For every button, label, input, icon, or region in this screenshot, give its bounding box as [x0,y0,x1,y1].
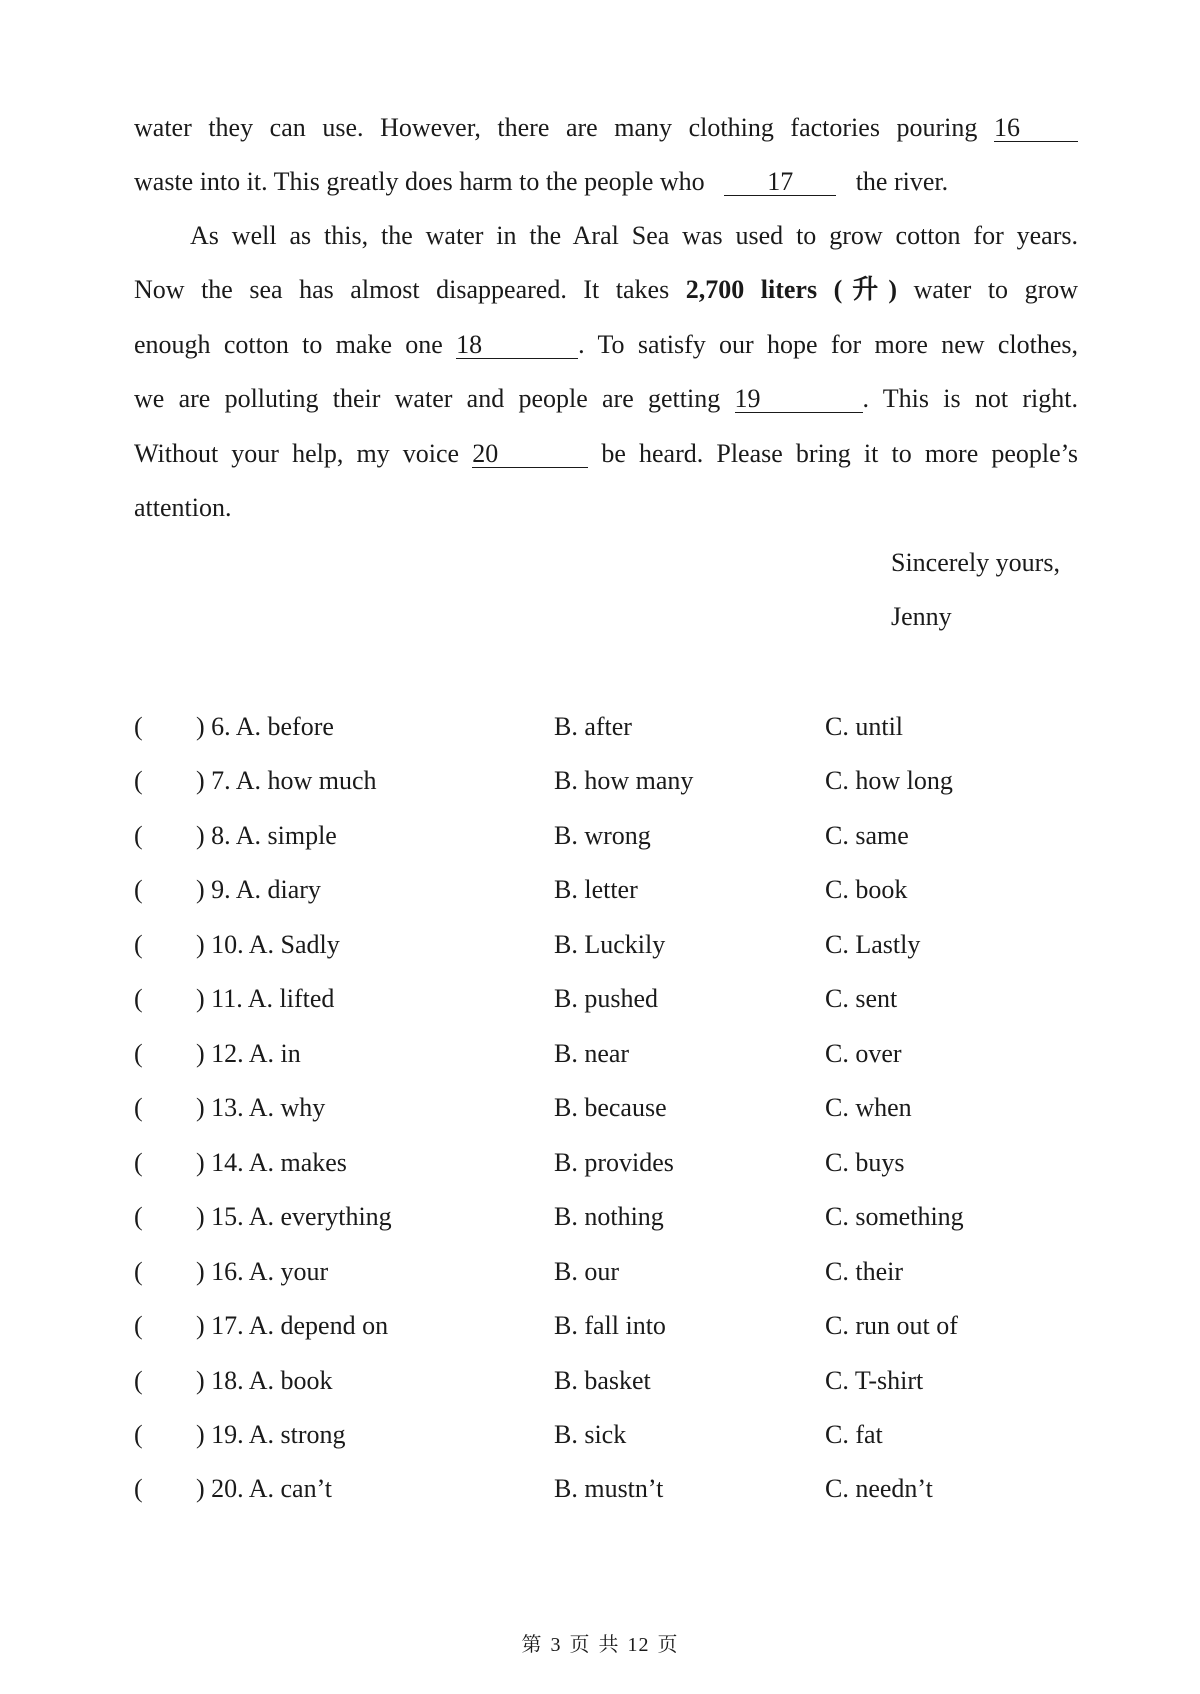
option-a: ) 20. A. can’t [196,1474,332,1503]
question-row [134,1366,1078,1396]
letter-signature: Jenny [891,602,952,631]
question-row [134,1311,1078,1341]
option-b: B. basket [554,1366,651,1395]
option-a: ) 7. A. how much [196,766,377,795]
answer-paren[interactable]: ( [134,984,143,1013]
option-a: ) 17. A. depend on [196,1311,389,1340]
footer-ye: 页 [569,1634,591,1656]
question-row [134,930,1078,960]
option-c: C. buys [825,1148,905,1177]
passage-line-8: attention. [134,493,232,522]
answer-paren[interactable]: ( [134,1148,143,1177]
question-row [134,1420,1078,1450]
passage-line-1: water they can use. However, there are many clothing factories pouring 16 [134,113,1078,143]
question-row [134,1202,1078,1232]
option-c: C. something [825,1202,964,1231]
option-a: ) 6. A. before [196,712,334,741]
answer-paren[interactable]: ( [134,1257,143,1286]
option-b: B. because [554,1093,667,1122]
passage-line-7: Without your help, my voice 20 be heard. Please bring it to more people’s [134,439,1079,468]
option-a: ) 12. A. in [196,1039,301,1068]
question-row [134,1039,1078,1069]
option-b: B. sick [554,1420,627,1449]
option-b: B. how many [554,766,694,795]
passage-line-5: enough cotton to make one 18 . To satisfy our hope for more new clothes, [134,330,1078,359]
letter-closing: Sincerely yours, [891,548,1060,577]
option-c: C. book [825,875,908,904]
passage-line-6: we are polluting their water and people are getting 19 . This is not right. [134,384,1078,413]
option-a: ) 9. A. diary [196,875,321,904]
question-row [134,821,1078,851]
blank-19: 19 [735,386,863,413]
question-row [134,1474,1078,1504]
option-c: C. Lastly [825,930,921,959]
option-c: C. same [825,821,909,850]
question-row [134,984,1078,1014]
page-footer [0,1632,1200,1658]
answer-paren[interactable]: ( [134,1039,143,1068]
footer-gong: 共 [598,1634,620,1656]
blank-18: 18 [456,332,578,359]
footer-ye: 页 [657,1634,679,1656]
question-row [134,875,1078,905]
option-a: ) 10. A. Sadly [196,930,340,959]
option-b: B. near [554,1039,630,1068]
passage-line-4: Now the sea has almost disappeared. It takes 2,700 liters (升) water to grow [134,275,1079,304]
option-c: C. how long [825,766,953,795]
option-a: ) 15. A. everything [196,1202,392,1231]
option-b: B. nothing [554,1202,664,1231]
footer-total-pages: 12 [627,1634,650,1656]
option-c: C. until [825,712,904,741]
passage-line-3: As well as this, the water in the Aral Sea was used to grow cotton for years. [190,221,1078,250]
footer-di: 第 [521,1634,543,1656]
option-b: B. Luckily [554,930,666,959]
question-row [134,766,1078,796]
option-b: B. fall into [554,1311,666,1340]
option-c: C. T-shirt [825,1366,924,1395]
answer-paren[interactable]: ( [134,930,143,959]
answer-paren[interactable]: ( [134,1311,143,1340]
blank-20: 20 [472,441,588,468]
option-a: ) 14. A. makes [196,1148,347,1177]
answer-paren[interactable]: ( [134,712,143,741]
answer-paren[interactable]: ( [134,1093,143,1122]
passage-line-2: waste into it. This greatly does harm to the people who 17 the river. [134,167,949,196]
option-a: ) 8. A. simple [196,821,337,850]
option-b: B. pushed [554,984,658,1013]
option-c: C. needn’t [825,1474,933,1503]
option-b: B. our [554,1257,619,1286]
answer-paren[interactable]: ( [134,1202,143,1231]
option-c: C. over [825,1039,902,1068]
answer-paren[interactable]: ( [134,1420,143,1449]
answer-paren[interactable]: ( [134,875,143,904]
option-c: C. sent [825,984,898,1013]
option-c: C. when [825,1093,912,1122]
footer-page-number: 3 [550,1634,562,1656]
option-a: ) 19. A. strong [196,1420,346,1449]
question-row [134,1257,1078,1287]
option-c: C. their [825,1257,903,1286]
answer-paren[interactable]: ( [134,1366,143,1395]
question-row [134,1093,1078,1123]
answer-paren[interactable]: ( [134,821,143,850]
question-row [134,1148,1078,1178]
option-a: ) 16. A. your [196,1257,329,1286]
question-row [134,712,1078,742]
option-c: C. fat [825,1420,883,1449]
bold-liters: 2,700 liters (升) [685,275,898,304]
option-a: ) 18. A. book [196,1366,333,1395]
option-a: ) 13. A. why [196,1093,326,1122]
option-b: B. wrong [554,821,651,850]
option-b: B. after [554,712,632,741]
option-b: B. letter [554,875,638,904]
blank-17: 17 [724,169,836,196]
answer-paren[interactable]: ( [134,1474,143,1503]
answer-paren[interactable]: ( [134,766,143,795]
option-a: ) 11. A. lifted [196,984,335,1013]
blank-16: 16 [994,115,1078,142]
option-c: C. run out of [825,1311,958,1340]
option-b: B. mustn’t [554,1474,664,1503]
option-b: B. provides [554,1148,674,1177]
